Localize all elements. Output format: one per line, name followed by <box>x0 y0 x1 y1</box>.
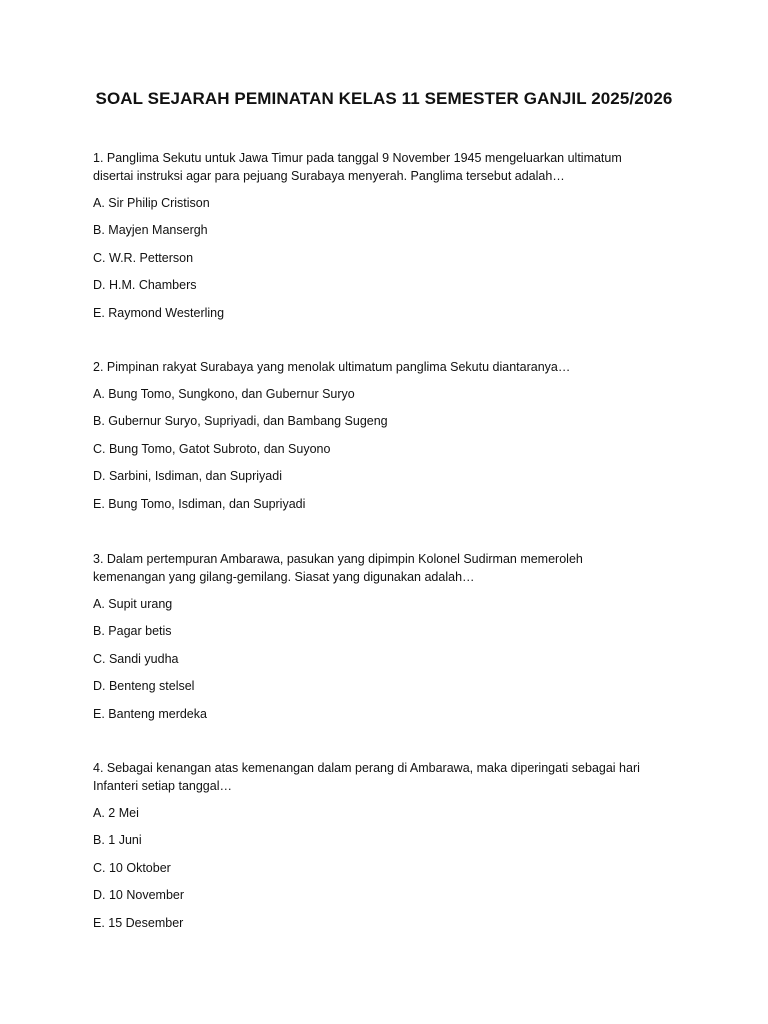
question-1-text-line-2: disertai instruksi agar para pejuang Surabaya menyerah. Panglima tersebut adalah… <box>93 169 565 183</box>
option-a: A. Bung Tomo, Sungkono, dan Gubernur Suryo <box>93 387 355 401</box>
question-4 <box>93 759 673 941</box>
question-1-text <box>93 149 673 185</box>
question-4-text-line-2: Infanteri setiap tanggal… <box>93 779 232 793</box>
option-c: C. Bung Tomo, Gatot Subroto, dan Suyono <box>93 441 331 456</box>
option-a: A. Sir Philip Cristison <box>93 196 210 210</box>
option-c: C. 10 Oktober <box>93 860 171 875</box>
option-d: D. H.M. Chambers <box>93 278 197 293</box>
option-c: C. Sandi yudha <box>93 651 179 666</box>
option-d: D. Benteng stelsel <box>93 679 195 694</box>
option-e: E. 15 Desember <box>93 915 184 930</box>
option-e: E. Banteng merdeka <box>93 706 207 721</box>
question-3-text-line-1: 3. Dalam pertempuran Ambarawa, pasukan yang dipimpin Kolonel Sudirman memeroleh <box>93 552 583 566</box>
question-1 <box>93 149 673 331</box>
question-2-text-line-1: 2. Pimpinan rakyat Surabaya yang menolak ultimatum panglima Sekutu diantaranya… <box>93 360 571 374</box>
option-d: D. Sarbini, Isdiman, dan Supriyadi <box>93 469 282 484</box>
question-3-text-line-2: kemenangan yang gilang-gemilang. Siasat yang digunakan adalah… <box>93 570 475 584</box>
option-a: A. 2 Mei <box>93 806 139 820</box>
question-2-options <box>93 385 673 522</box>
page-title: SOAL SEJARAH PEMINATAN KELAS 11 SEMESTER GANJIL 2025/2026 <box>95 89 673 108</box>
option-b: B. Gubernur Suryo, Supriyadi, dan Bambang Sugeng <box>93 414 388 429</box>
question-4-options <box>93 804 673 941</box>
option-b: B. Mayjen Mansergh <box>93 223 208 238</box>
question-3 <box>93 550 673 732</box>
question-1-text-line-1: 1. Panglima Sekutu untuk Jawa Timur pada tanggal 9 November 1945 mengeluarkan ultimatum <box>93 151 622 165</box>
question-2 <box>93 358 673 522</box>
question-2-text <box>93 358 673 376</box>
option-d: D. 10 November <box>93 888 185 903</box>
option-a: A. Supit urang <box>93 597 173 611</box>
question-1-options <box>93 194 673 331</box>
question-3-text <box>93 550 673 586</box>
option-e: E. Raymond Westerling <box>93 305 225 320</box>
question-4-text-line-1: 4. Sebagai kenangan atas kemenangan dalam perang di Ambarawa, maka diperingati sebagai hari <box>93 761 640 775</box>
question-3-options <box>93 595 673 732</box>
option-e: E. Bung Tomo, Isdiman, dan Supriyadi <box>93 496 306 511</box>
option-b: B. 1 Juni <box>93 833 142 848</box>
question-4-text <box>93 759 673 795</box>
option-c: C. W.R. Petterson <box>93 250 194 265</box>
option-b: B. Pagar betis <box>93 624 172 639</box>
